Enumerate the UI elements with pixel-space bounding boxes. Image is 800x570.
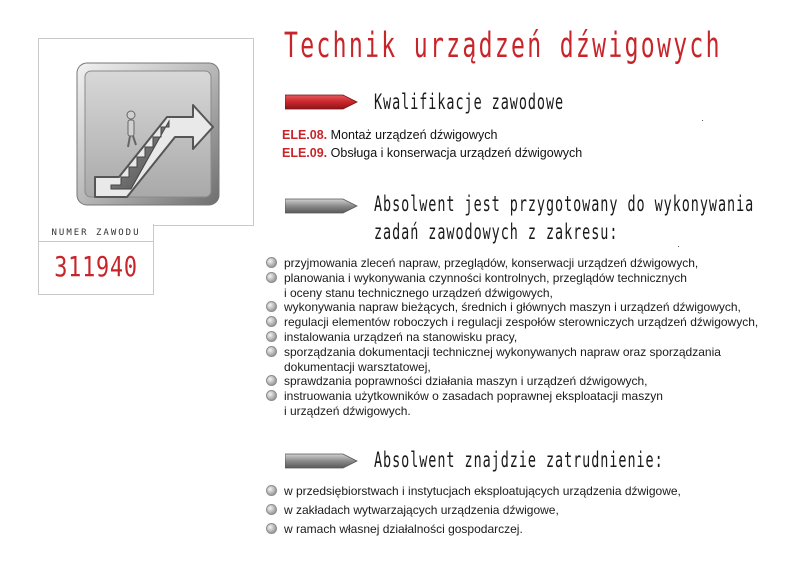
qualification-item <box>282 146 582 160</box>
profession-icon-card <box>38 38 254 226</box>
bullet-icon <box>266 316 277 327</box>
bullet-icon <box>266 301 277 312</box>
bullet-icon <box>266 346 277 357</box>
list-item: sporządzania dokumentacji technicznej wykonywanych napraw oraz sporządzania dokumentacji warsztatowej, <box>266 345 758 375</box>
section-heading-tasks-line2: zadań zawodowych z zakresu: <box>374 220 619 244</box>
grey-arrow-icon <box>285 450 359 477</box>
section-heading-qualifications: Kwalifikacje zawodowe <box>374 90 565 114</box>
profession-code-box <box>38 224 154 295</box>
decorative-dot <box>678 246 679 247</box>
qualification-name: Obsługa i konserwacja urządzeń dźwigowych <box>330 146 583 160</box>
section-heading-employment: Absolwent znajdzie zatrudnienie: <box>374 448 664 472</box>
grey-arrow-icon <box>285 195 359 222</box>
list-item: w zakładach wytwarzających urządzenia dźwigowe, <box>266 503 681 518</box>
bullet-icon <box>266 390 277 401</box>
bullet-icon <box>266 504 277 515</box>
profession-code-label: NUMER ZAWODU <box>51 228 141 238</box>
bullet-icon <box>266 375 277 386</box>
list-item: w przedsiębiorstwach i instytucjach eksploatujących urządzenia dźwigowe, <box>266 484 681 499</box>
red-arrow-icon <box>285 91 359 118</box>
bullet-icon <box>266 485 277 496</box>
list-item: wykonywania napraw bieżących, średnich i głównych maszyn i urządzeń dźwigowych, <box>266 300 758 315</box>
decorative-dot <box>702 120 703 121</box>
list-item: instalowania urządzeń na stanowisku pracy, <box>266 330 758 345</box>
divider <box>39 241 153 242</box>
list-item: planowania i wykonywania czynności kontrolnych, przeglądów technicznych i oceny stanu technicznego urządzeń dźwigowych, <box>266 271 758 301</box>
list-item: instruowania użytkowników o zasadach poprawnej eksploatacji maszyn i urządzeń dźwigowych. <box>266 389 758 419</box>
escalator-icon <box>75 59 221 209</box>
list-item: sprawdzania poprawności działania maszyn i urządzeń dźwigowych, <box>266 374 758 389</box>
qualification-code: ELE.09. <box>282 146 328 160</box>
qualification-item <box>282 128 497 142</box>
employment-list <box>266 484 681 536</box>
qualification-code: ELE.08. <box>282 128 328 142</box>
list-item: regulacji elementów roboczych i regulacji zespołów sterowniczych urządzeń dźwigowych, <box>266 315 758 330</box>
bullet-icon <box>266 257 277 268</box>
task-list <box>266 256 758 419</box>
page-title: Technik urządzeń dźwigowych <box>284 26 722 66</box>
profession-code-number: 311940 <box>54 250 138 283</box>
list-item: w ramach własnej działalności gospodarczej. <box>266 522 681 537</box>
list-item: przyjmowania zleceń napraw, przeglądów, konserwacji urządzeń dźwigowych, <box>266 256 758 271</box>
qualification-name: Montaż urządzeń dźwigowych <box>330 128 498 142</box>
bullet-icon <box>266 331 277 342</box>
section-heading-tasks: Absolwent jest przygotowany do wykonywania <box>374 192 755 216</box>
bullet-icon <box>266 272 277 283</box>
bullet-icon <box>266 523 277 534</box>
